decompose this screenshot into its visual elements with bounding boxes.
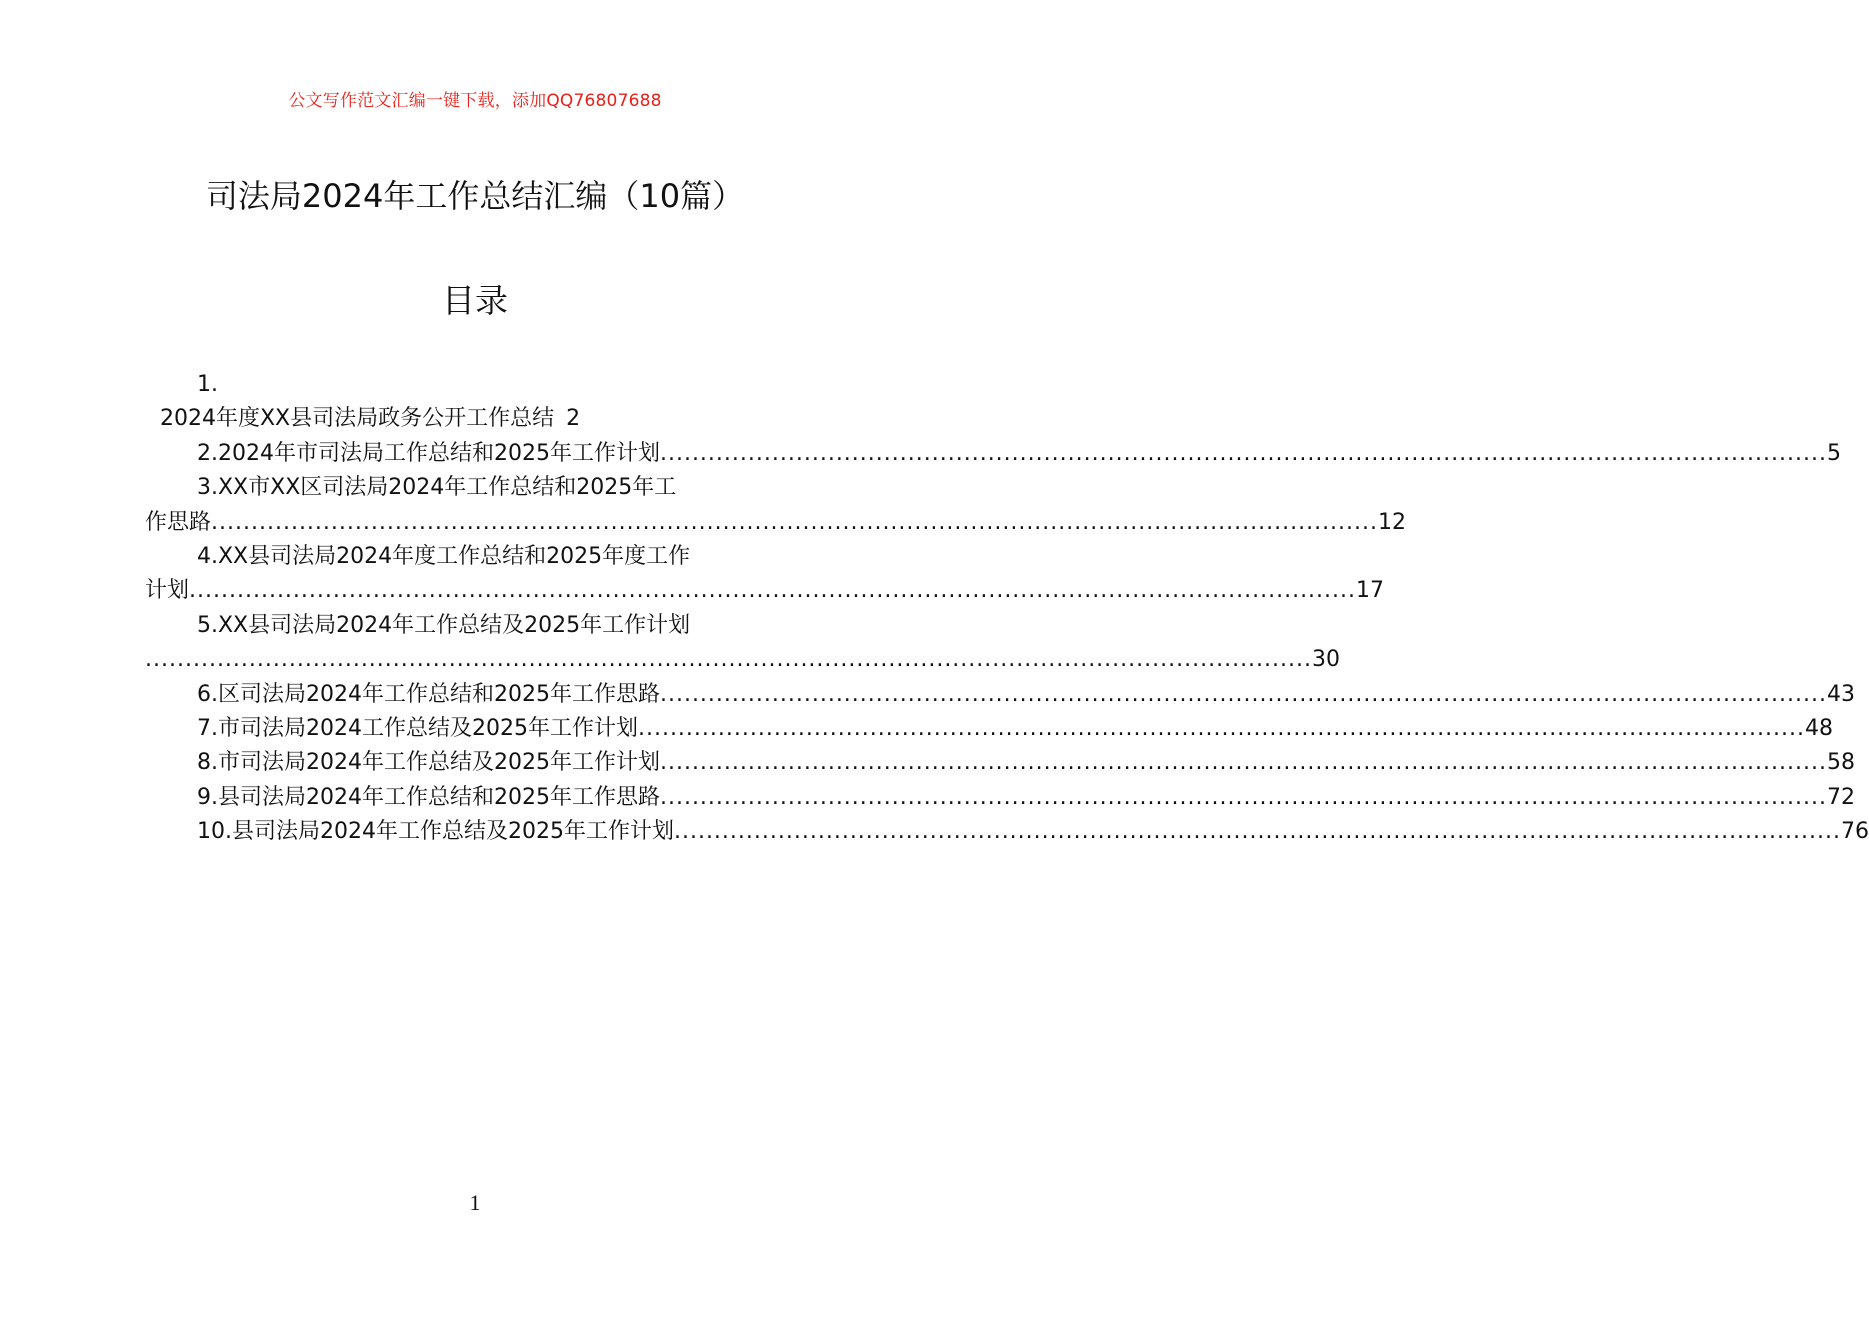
toc-leader: .................................................................................................................................................. [211, 509, 1379, 535]
toc-entry-1-number-line[interactable] [145, 368, 807, 402]
toc-leader: .................................................................................................................................................. [673, 819, 1841, 845]
toc-leader: .................................................................................................................................................. [145, 647, 1313, 673]
toc-leader: .................................................................................................................................................. [637, 715, 1805, 741]
toc-entry-9-text: 9.县司法局2024年工作总结和2025年工作思路 [197, 784, 660, 810]
toc-entry-1-page: 2 [566, 406, 581, 432]
toc-entry-10-page: 76 [1840, 819, 1869, 845]
toc-entry-8-text: 8.市司法局2024年工作总结及2025年工作计划 [197, 750, 660, 776]
page-number: 1 [469, 1190, 481, 1215]
toc-entry-10-text: 10.县司法局2024年工作总结及2025年工作计划 [197, 819, 674, 845]
toc-entry-3-text-b: 作思路 [145, 509, 212, 535]
toc-leader: .................................................................................................................................................. [659, 440, 1827, 466]
toc-entry-5-page: 30 [1312, 647, 1341, 673]
toc-entry-7-text: 7.市司法局2024工作总结及2025年工作计划 [197, 715, 638, 741]
toc-entry-3-line-2[interactable] [145, 506, 1407, 540]
header-note: 公文写作范文汇编一键下载，添加QQ76807688 [288, 91, 662, 111]
toc-entry-4-text-b: 计划 [145, 578, 190, 604]
toc-leader: .................................................................................................................................................. [189, 578, 1357, 604]
toc-entry-2-text: 2.2024年市司法局工作总结和2025年工作计划 [197, 440, 660, 466]
toc-entry-7[interactable] [145, 712, 1833, 746]
toc-entry-9[interactable] [145, 781, 1855, 815]
toc-entry-3-page: 12 [1378, 509, 1407, 535]
toc-entry-10[interactable] [145, 815, 1869, 849]
toc-heading: 目录 [442, 281, 508, 320]
toc-entry-5-line-1[interactable] [145, 609, 807, 643]
toc-leader: .................................................................................................................................................. [659, 750, 1827, 776]
toc-entry-4-line-2[interactable] [145, 574, 1385, 608]
toc-entry-1-text: 2024年度XX县司法局政务公开工作总结 [160, 406, 555, 432]
toc-entry-5-text: 5.XX县司法局2024年工作总结及2025年工作计划 [197, 612, 691, 638]
toc-entry-6-text: 6.区司法局2024年工作总结和2025年工作思路 [197, 681, 660, 707]
toc-leader: .................................................................................................................................................. [659, 784, 1827, 810]
toc-entry-5-line-2[interactable] [145, 643, 1341, 677]
toc-entry-1-number: 1. [197, 372, 218, 397]
toc-entry-1[interactable] [145, 402, 807, 436]
toc-entry-9-page: 72 [1826, 784, 1855, 810]
toc-entry-2[interactable] [145, 437, 1841, 471]
toc-entry-8-page: 58 [1826, 750, 1855, 776]
toc-entry-4-text-a: 4.XX县司法局2024年度工作总结和2025年度工作 [197, 543, 691, 569]
toc-entry-6-page: 43 [1826, 681, 1855, 707]
toc-leader: .................................................................................................................................................. [659, 681, 1827, 707]
toc-entry-8[interactable] [145, 746, 1855, 780]
toc-entry-4-page: 17 [1356, 578, 1385, 604]
toc-entry-4-line-1[interactable] [145, 540, 807, 574]
toc-entry-7-page: 48 [1804, 715, 1833, 741]
table-of-contents [145, 368, 1869, 849]
document-title: 司法局2024年工作总结汇编（10篇） [205, 177, 745, 215]
toc-entry-3-line-1[interactable] [145, 471, 807, 505]
toc-entry-3-text-a: 3.XX市XX区司法局2024年工作总结和2025年工 [197, 475, 677, 501]
toc-entry-6[interactable] [145, 678, 1855, 712]
toc-entry-2-page: 5 [1826, 440, 1841, 466]
